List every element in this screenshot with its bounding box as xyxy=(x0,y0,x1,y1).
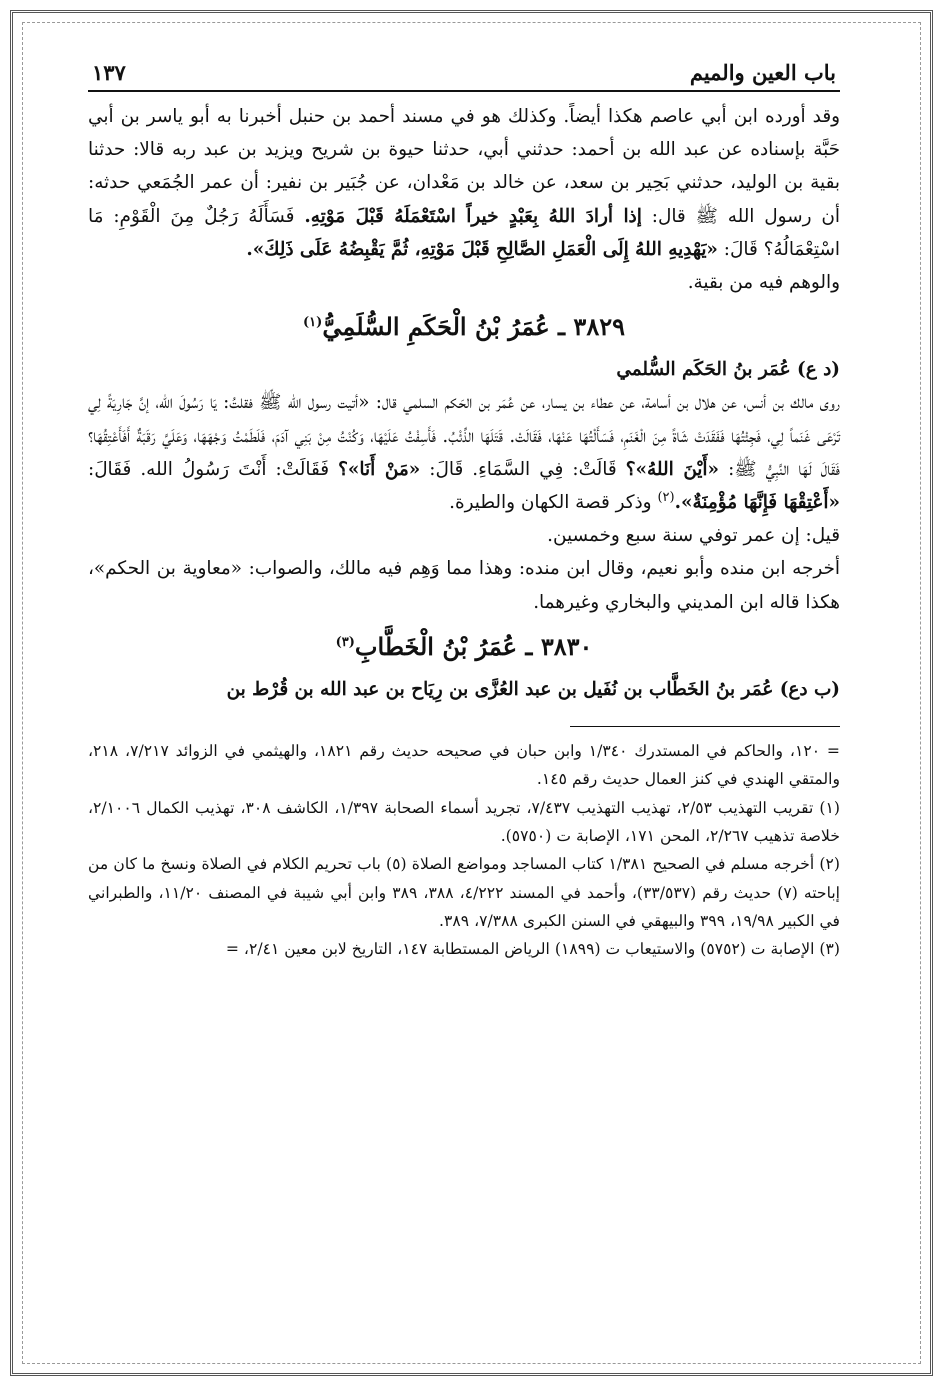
paragraph-1 xyxy=(88,100,840,266)
chapter-title: باب العين والميم xyxy=(689,60,836,85)
entry-name-line: (د ع) عُمَر بنُ الحَكَم السُّلمي xyxy=(616,359,840,381)
hadith-bold: «مَنْ أَنَا»؟ xyxy=(338,458,421,480)
page-number: ١٣٧ xyxy=(92,60,126,85)
text-run: فَقَالَتْ: أَنْتَ رَسُولُ الله. فَقَالَ: xyxy=(88,458,330,480)
paragraph-7: (ب دع) عُمَر بنُ الخَطَّاب بن نُفَيل بن عبد العُزَّى بن رِيَاح بن عبد الله بن قُرْط بن xyxy=(226,678,840,700)
text-run: وذكر قصة الكهان والطيرة. xyxy=(449,492,652,514)
paragraph-2: والوهم فيه من بقية. xyxy=(687,272,840,294)
paragraph-4 xyxy=(88,386,840,519)
footnote-ref: (١) xyxy=(303,315,323,331)
entry-heading-3829 xyxy=(88,305,840,349)
page xyxy=(88,60,840,1360)
text-run: وقد أورده ابن أبي عاصم هكذا أيضاً. وكذلك هو في مسند أحمد بن حنبل أخبرنا به أبو ياسر بن أبي حَبَّة بإسناده عن عبد الله بن أحمد: حدثني أبي، حدثنا حيوة بن شريح ويزيد بن عبد ربه قالا: حدثنا بقية بن الوليد، حدثني بَحِير بن سعد، عن خالد بن مَعْدان، عن جُبَير بن نفير: أن عمر الجُمَعي حدثه: أن رسول الله ﷺ قال: xyxy=(88,106,840,227)
paragraph-5: قيل: إن عمر توفي سنة سبع وخمسين. xyxy=(547,525,840,547)
text-run: فَسَأَلَهُ رَجُلٌ مِنَ الْقَوْمِ: مَا اسْتِعْمَالُهُ؟ قَالَ: xyxy=(88,205,840,260)
entry-heading-3830 xyxy=(88,625,840,669)
footnote-3: (٣) الإصابة ت (٥٧٥٢) والاستيعاب ت (١٨٩٩) الرياض المستطابة ١٤٧، التاريخ لابن معين ٢/٤١، = xyxy=(225,940,840,959)
main-text xyxy=(88,100,840,706)
hadith-bold: «يَهْدِيهِ اللهُ إِلَى الْعَمَلِ الصَّالِحِ قَبْلَ مَوْتِهِ، ثُمَّ يَقْبِضُهُ عَلَى ذَلِكَ». xyxy=(246,238,718,260)
text-run: قَالَتْ: فِي السَّمَاءِ. قَالَ: xyxy=(429,458,617,480)
running-header xyxy=(88,60,840,92)
footnote-ref: (٢) xyxy=(657,489,675,505)
hadith-bold: إذا أرادَ اللهُ بِعَبْدٍ خيراً اسْتَعْمَلَهُ قَبْلَ مَوْتِهِ. xyxy=(304,205,642,227)
footnote-1: (١) تقريب التهذيب ٢/٥٣، تهذيب التهذيب ٧/٤٣٧، تجريد أسماء الصحابة ١/٣٩٧، الكاشف ٣٠٨، تهذيب الكمال ٢/١٠٠٦، خلاصة تذهيب ٢/٢٦٧، المحن ١٧١، الإصابة ت (٥٧٥٠). xyxy=(88,798,840,845)
hadith-bold: «أَعْتِقْهَا فَإِنَّهَا مُؤْمِنَةٌ». xyxy=(674,492,840,514)
text-run: روى مالك بن أنس، عن هلال بن أسامة، عن عطاء بن يسار، عن عُمَر بن الحَكم السلمي قال: «أتيت رسول الله ﷺ فقلتُ: يَا رَسُولَ الله، إنَّ جَارِيَةً لِي تَرْعَى غَنَماً لِي، فَجِئْتُهَا فَفَقَدَتْ شَاةً مِنَ الْغَنَمِ، فَسَأَلْتُهَا عَنْهَا، فَقَالَتْ. قَتَلَهَا الذِّئْبُ. فَأَسِفْتُ عَلَيْهَا، وَكُنْتُ مِنْ بَنِي آدَمَ، فَلَطَمْتُ وَجْهَهَا، وَعَلَيَّ رَقَبَةٌ أَفَأَعْتِقُهَا؟ فَقَالَ لَهَا النَّبِيُّ ﷺ: xyxy=(88,392,840,480)
footnote-2: (٢) أخرجه مسلم في الصحيح ١/٣٨١ كتاب المساجد ومواضع الصلاة (٥) باب تحريم الكلام في الصلاة ونسخ ما كان من إباحته (٧) حديث رقم (٣٣/٥٣٧)، وأحمد في المسند ٤/٢٢٢، ٣٨٨، ٣٨٩ وابن أبي شيبة في المصنف ١١/٢٠، والطبراني في الكبير ١٩/٩٨، ٣٩٩ والبيهقي في السنن الكبرى ٧/٣٨٨، ٣٨٩. xyxy=(88,855,840,930)
footnote-ref: (٣) xyxy=(335,634,355,650)
heading-text: ٣٨٣٠ ـ عُمَرُ بْنُ الْخَطَّابِ xyxy=(354,631,593,661)
footnote-continuation: = ١٢٠، والحاكم في المستدرك ١/٣٤٠ وابن حبان في صحيحه حديث رقم ١٨٢١، والهيثمي في الزوائد ٧/٢١٧، ٢١٨، والمتقي الهندي في كنز العمال حديث رقم ١٤٥. xyxy=(88,742,840,789)
paragraph-6: أخرجه ابن منده وأبو نعيم، وقال ابن منده: وهذا مما وَهِم فيه مالك، والصواب: «معاوية بن الحكم»، هكذا قاله ابن المديني والبخاري وغيرهما. xyxy=(88,558,840,613)
heading-text: ٣٨٢٩ ـ عُمَرُ بْنُ الْحَكَمِ السُّلَمِيُّ xyxy=(322,312,625,342)
hadith-bold: «أَيْنَ اللهُ»؟ xyxy=(625,458,720,480)
footnotes xyxy=(88,737,840,963)
footnote-separator xyxy=(570,726,840,727)
